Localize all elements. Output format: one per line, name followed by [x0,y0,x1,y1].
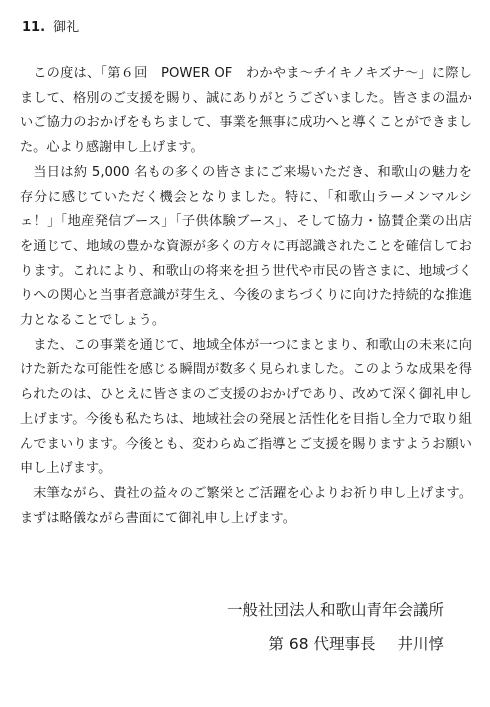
section-title: 御礼 [53,20,80,35]
paragraph-thanks: この度は、「第６回 POWER OF わかやま〜チイキノキズナ〜」に際しまして、格別のご支援を賜り、誠にありがとうございました。皆さまの温かいご協力のおかげをもちまして、事業を無事に成功へと導くことができました。心より感謝申し上げます。 [20,66,472,156]
letter-body [20,62,472,531]
section-heading [22,18,79,38]
signer-position: 第 68 代理事長 [268,635,376,653]
signer-name: 井川惇 [397,635,444,653]
paragraph-outcomes: また、この事業を通じて、地域全体が一つにまとまり、和歌山の未来に向けた新たな可能性を感じる瞬間が数多く見られました。このような成果を得られたのは、ひとえに皆さまのご支援のおかげであり、改めて深く御礼申し上げます。今後も私たちは、地域社会の発展と活性化を目指し全力で取り組んでまいります。今後とも、変わらぬご指導とご支援を賜りますようお願い申し上げます。 [20,337,472,477]
section-number: 11. [22,20,46,35]
signature-organization: 一般社団法人和歌山青年会議所 [226,601,444,619]
paragraph-event-report: 当日は約 5,000 名もの多くの皆さまにご来場いただき、和歌山の魅力を存分に感じていただく機会となりました。特に、「和歌山ラーメンマルシェ！」「地産発信ブース」「子供体験ブース」、そして協力・協賛企業の出店を通じて、地域の豊かな資源が多くの方々に再認識されたことを確信しております。これにより、和歌山の将来を担う世代や市民の皆さまに、地域づくりへの関心と当事者意識が芽生え、今後のまちづくりに向けた持続的な推進力となることでしょう。 [20,164,472,329]
signature-signer [268,632,444,654]
paragraph-closing: 末筆ながら、貴社の益々のご繁栄とご活躍を心よりお祈り申し上げます。まずは略儀ながら書面にて御礼申し上げます。 [20,485,472,526]
